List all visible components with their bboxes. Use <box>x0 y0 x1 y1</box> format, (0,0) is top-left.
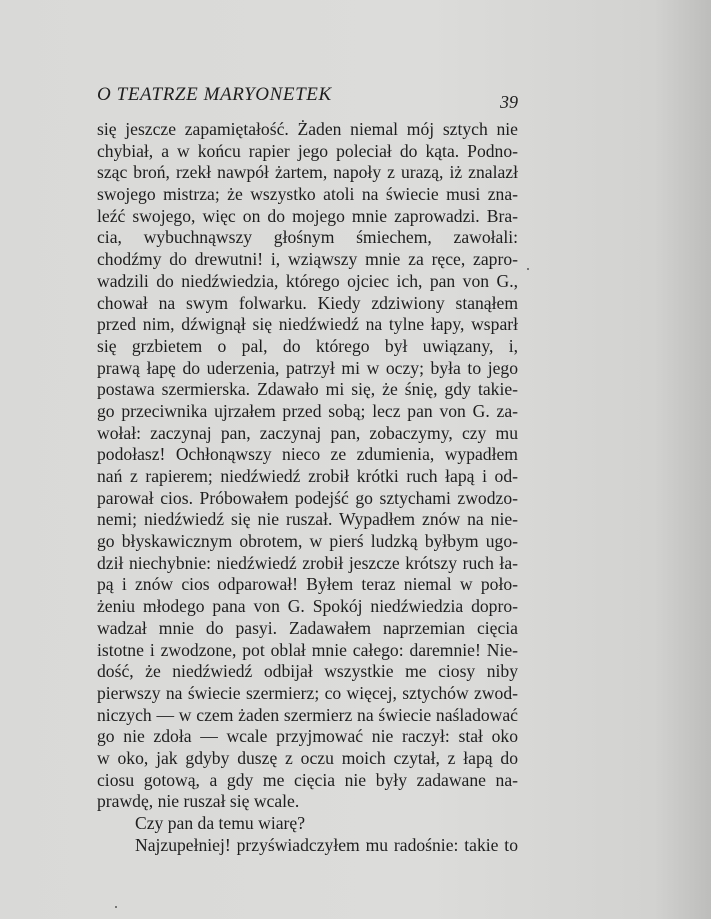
text-line: postawa szermierska. Zdawało mi się, że śnię, gdy takie- <box>97 379 518 400</box>
text-line: w oko, jak gdyby duszę z oczu moich czytał, z łapą do <box>97 747 518 768</box>
text-line: nań z rapierem; niedźwiedź zrobił krótki ruch łapą i od- <box>97 466 518 486</box>
text-line: się jeszcze zapamiętałość. Żaden niemal mój sztych nie <box>97 119 518 139</box>
text-line: pą i znów cios odparował! Byłem teraz niemal w poło- <box>97 574 518 595</box>
text-line: chybiał, a w końcu rapier jego poleciał do kąta. Podno- <box>97 140 518 161</box>
scan-speck <box>527 268 529 270</box>
text-line: wołał: zaczynaj pan, zaczynaj pan, zobaczymy, czy mu <box>97 422 518 443</box>
text-line: parował cios. Próbowałem podejść go sztychami zwodzo- <box>97 487 518 508</box>
running-title: O TEATRZE MARYONETEK <box>97 84 332 105</box>
text-line: przed nim, dźwignął się niedźwiedź na tylne łapy, wsparł <box>97 314 518 335</box>
body-text <box>97 119 518 856</box>
text-line: niczych — w czem żaden szermierz na świecie naśladować <box>97 704 518 725</box>
text-line: prawą łapę do uderzenia, patrzył mi w oczy; była to jego <box>97 357 518 378</box>
scan-speck <box>115 906 117 908</box>
text-line: prawdę, nie ruszał się wcale. <box>97 791 300 812</box>
text-line: cia, wybuchnąwszy głośnym śmiechem, zawołali: <box>97 227 518 248</box>
text-line: go błyskawicznym obrotem, w pierś ludzką byłbym ugo- <box>97 531 518 552</box>
text-line: Czy pan da temu wiarę? <box>135 813 306 833</box>
text-line: wadzał mnie do pasyi. Zadawałem naprzemian cięcia <box>97 617 518 638</box>
text-line: istotne i zwodzone, pot oblał mnie całego: daremnie! Nie- <box>97 639 518 660</box>
text-line: pierwszy na świecie szermierz; co więcej, sztychów zwod- <box>97 682 518 703</box>
text-line: ciosu gotową, a gdy me cięcia nie były zadawane na- <box>97 769 518 790</box>
text-line: się grzbietem o pal, do którego był uwiązany, i, <box>97 335 518 356</box>
running-header <box>97 84 518 110</box>
text-line: podołasz! Ochłonąwszy nieco ze zdumienia, wypadłem <box>97 444 518 465</box>
text-line: go nie zdoła — wcale przyjmować nie raczył: stał oko <box>97 726 518 747</box>
text-line: Najzupełniej! przyświadczyłem mu radośnie: takie to <box>135 834 518 855</box>
text-line: chodźmy do drewutni! i, wziąwszy mnie za ręce, zapro- <box>97 249 518 270</box>
text-line: sząc broń, rzekł nawpół żartem, napoły z urazą, iż znalazł <box>97 162 518 183</box>
text-line: swojego mistrza; że wszystko atoli na świecie musi zna- <box>97 184 518 205</box>
text-line: dość, że niedźwiedź odbijał wszystkie me ciosy niby <box>97 661 518 682</box>
page-number: 39 <box>500 92 518 112</box>
text-line: go przeciwnika ujrzałem przed sobą; lecz pan von G. za- <box>97 400 518 421</box>
text-line: wadzili do niedźwiedzia, którego ojciec ich, pan von G., <box>97 270 518 291</box>
text-line: żeniu młodego pana von G. Spokój niedźwiedzia dopro- <box>97 596 518 617</box>
text-line: nemi; niedźwiedź się nie ruszał. Wypadłem znów na nie- <box>97 509 518 530</box>
text-line: dził niechybnie: niedźwiedź zrobił jeszcze krótszy ruch ła- <box>97 552 518 573</box>
text-line: leźć swojego, więc on do mojego mnie zaprowadzi. Bra- <box>97 205 518 226</box>
text-line: chował na swym folwarku. Kiedy zdziwiony stanąłem <box>97 292 518 313</box>
